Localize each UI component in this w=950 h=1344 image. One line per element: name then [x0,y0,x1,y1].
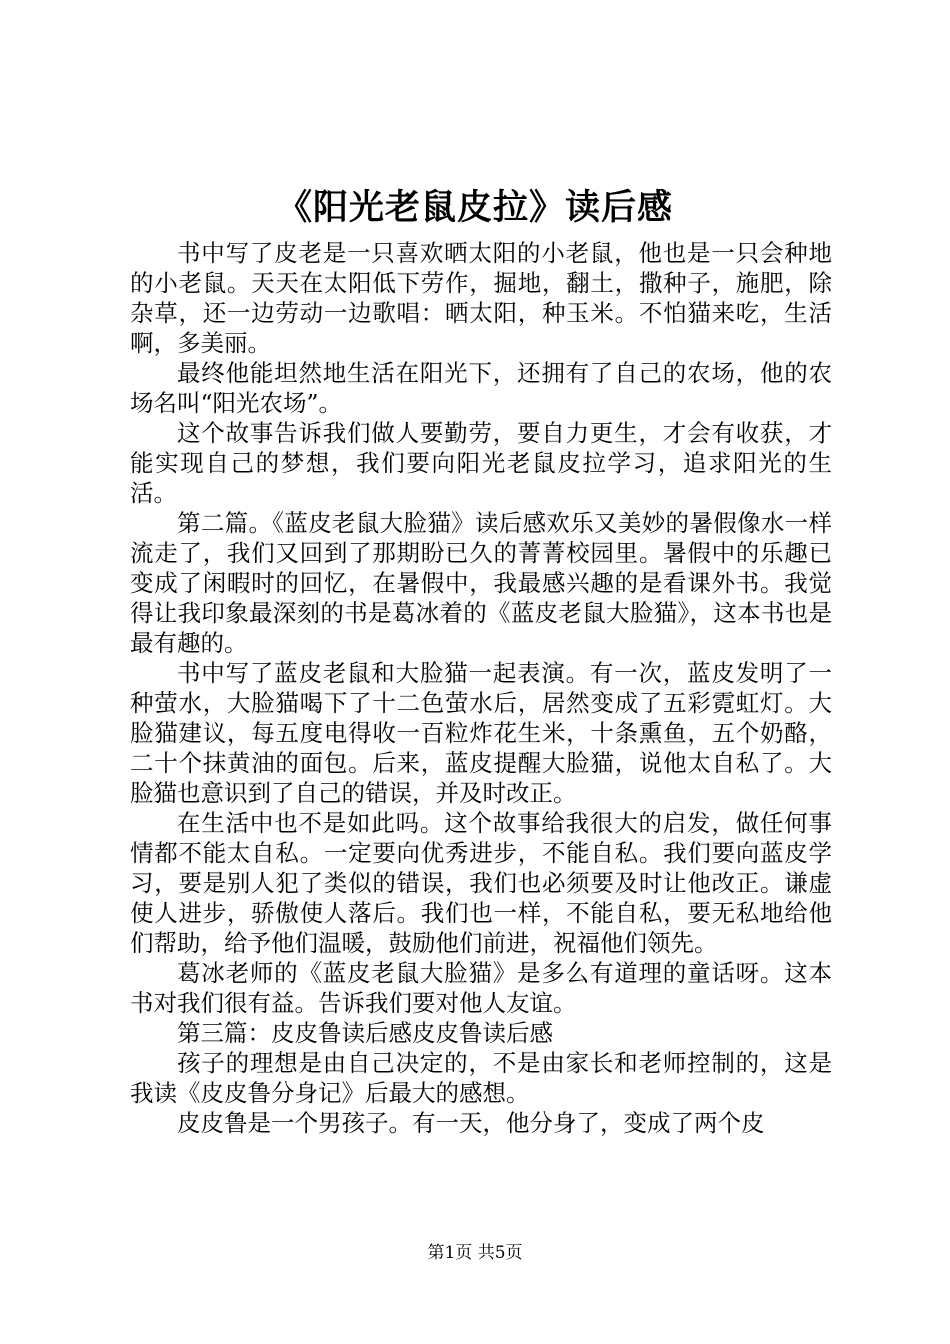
document-title: 《阳光老鼠皮拉》读后感 [276,187,673,228]
paragraph: 最终他能坦然地生活在阳光下，还拥有了自己的农场，他的农场名叫“阳光农场”。 [130,359,832,417]
paragraph: 在生活中也不是如此吗。这个故事给我很大的启发，做任何事情都不能太自私。一定要向优秀进步，不能自私。我们要向蓝皮学习，要是别人犯了类似的错误，我们也必须要及时让他改正。谦虚使人进步，骄傲使人落后。我们也一样，不能自私，要无私地给他们帮助，给予他们温暖，鼓励他们前进，祝福他们领先。 [130,809,832,957]
section-heading: 第三篇：皮皮鲁读后感皮皮鲁读后感 [177,1019,553,1047]
paragraph: 孩子的理想是由自己决定的，不是由家长和老师控制的，这是我读《皮皮鲁分身记》后最大的感想。 [130,1049,832,1107]
paragraph: 书中写了皮老是一只喜欢晒太阳的小老鼠，他也是一只会种地的小老鼠。天天在太阳低下劳作，掘地，翻土，撒种子，施肥，除杂草，还一边劳动一边歌唱：晒太阳，种玉米。不怕猫来吃，生活啊，多美丽。 [130,239,832,357]
paragraph: 皮皮鲁是一个男孩子。有一天，他分身了，变成了两个皮 [177,1109,765,1137]
document-body [130,238,832,1138]
paragraph: 这个故事告诉我们做人要勤劳，要自力更生，才会有收获，才能实现自己的梦想，我们要向阳光老鼠皮拉学习，追求阳光的生活。 [130,419,832,507]
paragraph: 葛冰老师的《蓝皮老鼠大脸猫》是多么有道理的童话呀。这本书对我们很有益。告诉我们要对他人友谊。 [130,959,832,1017]
paragraph: 第二篇。《蓝皮老鼠大脸猫》读后感欢乐又美妙的暑假像水一样流走了，我们又回到了那期盼已久的菁菁校园里。暑假中的乐趣已变成了闲暇时的回忆，在暑假中，我最感兴趣的是看课外书。我觉得让我印象最深刻的书是葛冰着的《蓝皮老鼠大脸猫》，这本书也是最有趣的。 [130,509,832,657]
page-number-footer: 第1页 共5页 [427,1243,523,1263]
paragraph: 书中写了蓝皮老鼠和大脸猫一起表演。有一次，蓝皮发明了一种萤水，大脸猫喝下了十二色萤水后，居然变成了五彩霓虹灯。大脸猫建议，每五度电得收一百粒炸花生米，十条熏鱼，五个奶酪，二十个抹黄油的面包。后来，蓝皮提醒大脸猫，说他太自私了。大脸猫也意识到了自己的错误，并及时改正。 [130,659,832,807]
